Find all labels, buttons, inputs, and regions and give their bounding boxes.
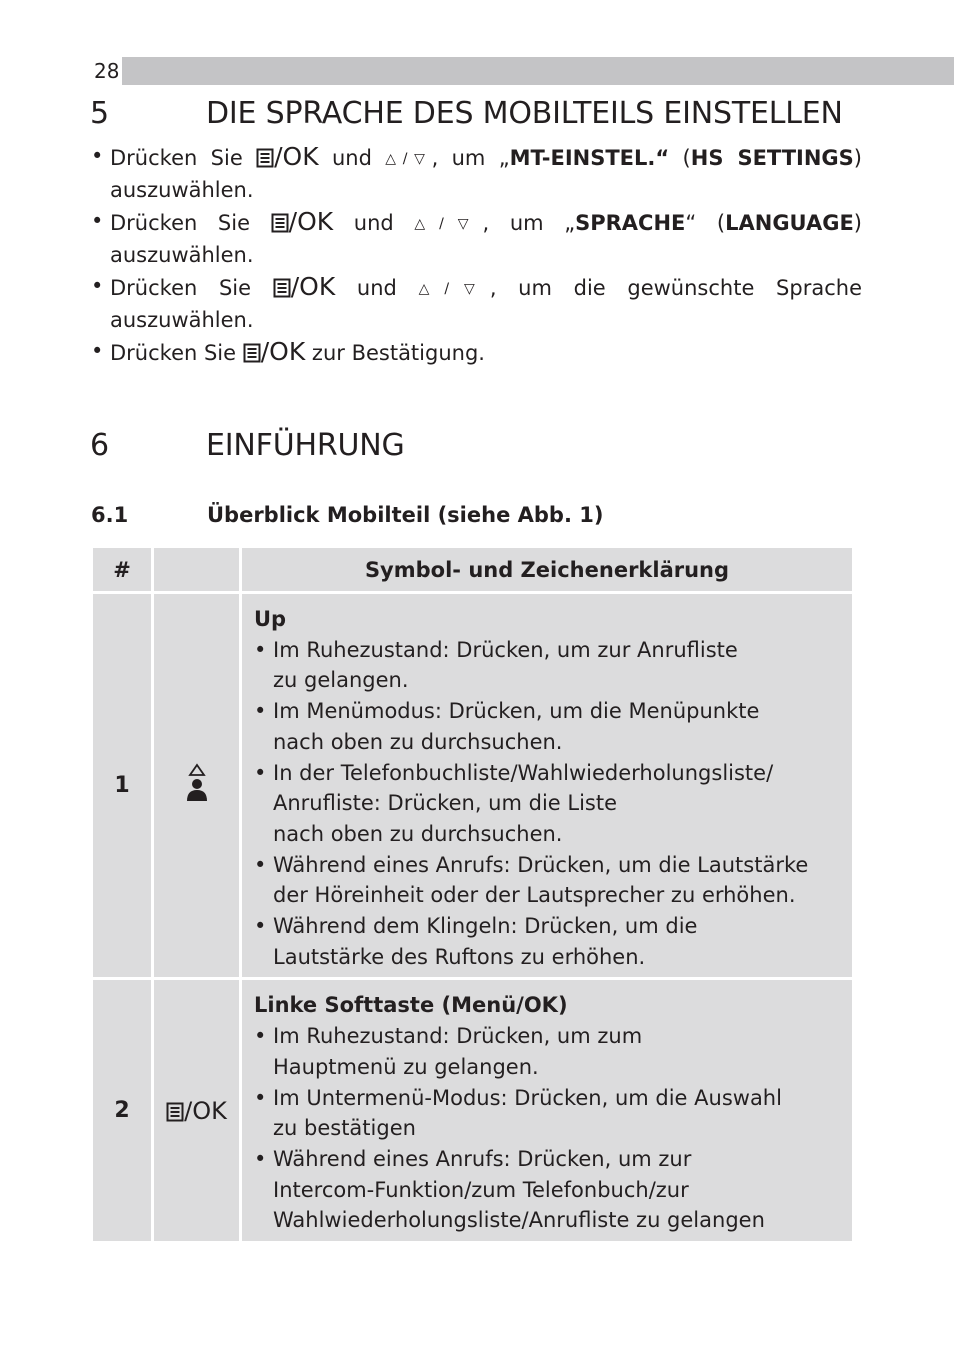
list-item xyxy=(254,696,838,757)
instruction-step xyxy=(91,141,862,206)
bullet-icon: • xyxy=(91,274,104,298)
step-text: und xyxy=(333,211,415,235)
row-symbol xyxy=(154,980,239,1241)
instruction-list xyxy=(91,141,862,369)
section-5-heading xyxy=(90,96,843,131)
row-number: 1 xyxy=(93,594,151,977)
bullet-icon: • xyxy=(91,339,104,363)
item-line: nach oben zu durchsuchen. xyxy=(273,729,563,754)
menu-name: SPRACHE xyxy=(575,211,686,235)
subsection-heading xyxy=(91,503,603,527)
bullet-icon: • xyxy=(254,1146,267,1171)
subsection-number: 6.1 xyxy=(91,503,129,527)
row-description xyxy=(242,980,852,1241)
item-line: Während dem Klingeln: Drücken, um die xyxy=(273,914,698,939)
bullet-icon: • xyxy=(254,637,267,662)
table-row xyxy=(93,980,852,1241)
list-item xyxy=(254,1144,838,1236)
step-text: auszuwählen. xyxy=(110,243,254,267)
step-text: zur Bestätigung. xyxy=(305,341,485,365)
item-line: Im Ruhezustand: Drücken, um zum xyxy=(273,1024,643,1049)
item-line: Im Ruhezustand: Drücken, um zur Anrufliste xyxy=(273,637,738,662)
menu-ok-key xyxy=(243,337,306,366)
item-line: Anrufliste: Drücken, um die Liste xyxy=(273,791,618,816)
bullet-icon: • xyxy=(254,852,267,877)
step-text: auszuwählen. xyxy=(110,178,254,202)
menu-name-english: LANGUAGE xyxy=(725,211,854,235)
instruction-step xyxy=(91,206,862,271)
up-down-keys-icon: △/▽ xyxy=(385,151,432,167)
step-text: auszuwählen. xyxy=(110,308,254,332)
item-line: Lautstärke des Ruftons zu erhöhen. xyxy=(273,944,646,969)
subsection-title: Überblick Mobilteil (siehe Abb. 1) xyxy=(207,503,604,527)
list-item xyxy=(254,758,838,850)
row-number: 2 xyxy=(93,980,151,1241)
step-text: Drücken Sie xyxy=(110,276,273,300)
ok-key-label: /OK xyxy=(288,207,334,236)
menu-name-english: HS SETTINGS xyxy=(690,146,854,170)
step-text: ( xyxy=(669,146,691,170)
item-line: Während eines Anrufs: Drücken, um zur xyxy=(273,1146,692,1171)
step-text: , um die gewünschte Sprache xyxy=(489,276,862,300)
item-line: In der Telefonbuchliste/Wahlwiederholungsliste/ xyxy=(273,760,774,785)
up-down-keys-icon: △/▽ xyxy=(418,281,490,297)
description-list xyxy=(254,1021,838,1236)
item-line: Intercom-Funktion/zum Telefonbuch/zur xyxy=(273,1177,689,1202)
ok-key-label: /OK xyxy=(274,142,319,171)
column-header-number: # xyxy=(93,548,151,591)
row-title: Up xyxy=(254,607,287,631)
bullet-icon: • xyxy=(254,914,267,939)
menu-ok-key xyxy=(271,207,334,236)
row-description xyxy=(242,594,852,977)
row-title: Linke Softtaste (Menü/OK) xyxy=(254,993,568,1018)
menu-icon xyxy=(166,1102,184,1122)
list-item xyxy=(254,850,838,911)
item-line: Wahlwiederholungsliste/Anrufliste zu gelangen xyxy=(273,1208,765,1233)
ok-key-label: /OK xyxy=(260,337,306,366)
menu-name: MT-EINSTEL.“ xyxy=(509,146,670,170)
row-symbol xyxy=(154,594,239,977)
menu-icon xyxy=(256,148,274,168)
step-text: , um „ xyxy=(482,211,576,235)
ok-key-label: /OK xyxy=(290,272,336,301)
menu-ok-icon xyxy=(166,1097,227,1125)
menu-icon xyxy=(271,213,289,233)
section-title: DIE SPRACHE DES MOBILTEILS EINSTELLEN xyxy=(206,96,843,131)
up-arrow-contacts-icon xyxy=(186,763,208,803)
column-header-symbol xyxy=(154,548,239,591)
item-line: zu bestätigen xyxy=(273,1116,416,1141)
symbol-table xyxy=(90,548,855,1241)
menu-ok-key xyxy=(256,142,319,171)
item-line: zu gelangen. xyxy=(273,668,409,693)
section-6-heading xyxy=(90,428,405,463)
table-header-row xyxy=(93,548,852,591)
item-line: Während eines Anrufs: Drücken, um die Lautstärke xyxy=(273,852,809,877)
bullet-icon: • xyxy=(91,209,104,233)
item-line: Im Untermenü-Modus: Drücken, um die Auswahl xyxy=(273,1085,782,1110)
step-text: Drücken Sie xyxy=(110,146,257,170)
item-line: Hauptmenü zu gelangen. xyxy=(273,1054,539,1079)
instruction-step xyxy=(91,271,862,336)
bullet-icon: • xyxy=(254,1024,267,1049)
step-text: ) xyxy=(853,146,862,170)
up-down-keys-icon: △/▽ xyxy=(414,216,483,232)
page-header-bar xyxy=(93,57,954,85)
step-text: Drücken Sie xyxy=(110,211,271,235)
bullet-icon: • xyxy=(91,144,104,168)
ok-key-label: /OK xyxy=(184,1096,227,1125)
table-row xyxy=(93,594,852,977)
step-text: und xyxy=(335,276,419,300)
list-item xyxy=(254,1021,838,1082)
item-line: nach oben zu durchsuchen. xyxy=(273,821,563,846)
menu-ok-key xyxy=(273,272,336,301)
menu-icon xyxy=(273,278,291,298)
bullet-icon: • xyxy=(254,699,267,724)
column-header-description: Symbol- und Zeichenerklärung xyxy=(242,548,852,591)
list-item xyxy=(254,635,838,696)
description-list xyxy=(254,635,838,973)
bullet-icon: • xyxy=(254,760,267,785)
section-number: 5 xyxy=(90,96,109,131)
step-text: , um „ xyxy=(431,146,510,170)
item-line: Im Menümodus: Drücken, um die Menüpunkte xyxy=(273,699,760,724)
list-item xyxy=(254,911,838,972)
step-text: Drücken Sie xyxy=(110,341,243,365)
menu-icon xyxy=(243,343,261,363)
instruction-step xyxy=(91,336,862,369)
page-number: 28 xyxy=(93,57,122,85)
step-text: ) xyxy=(853,211,862,235)
bullet-icon: • xyxy=(254,1085,267,1110)
section-number: 6 xyxy=(90,428,109,463)
list-item xyxy=(254,1083,838,1144)
section-title: EINFÜHRUNG xyxy=(206,428,405,463)
step-text: und xyxy=(318,146,386,170)
step-text: “ ( xyxy=(685,211,726,235)
item-line: der Höreinheit oder der Lautsprecher zu erhöhen. xyxy=(273,883,796,908)
